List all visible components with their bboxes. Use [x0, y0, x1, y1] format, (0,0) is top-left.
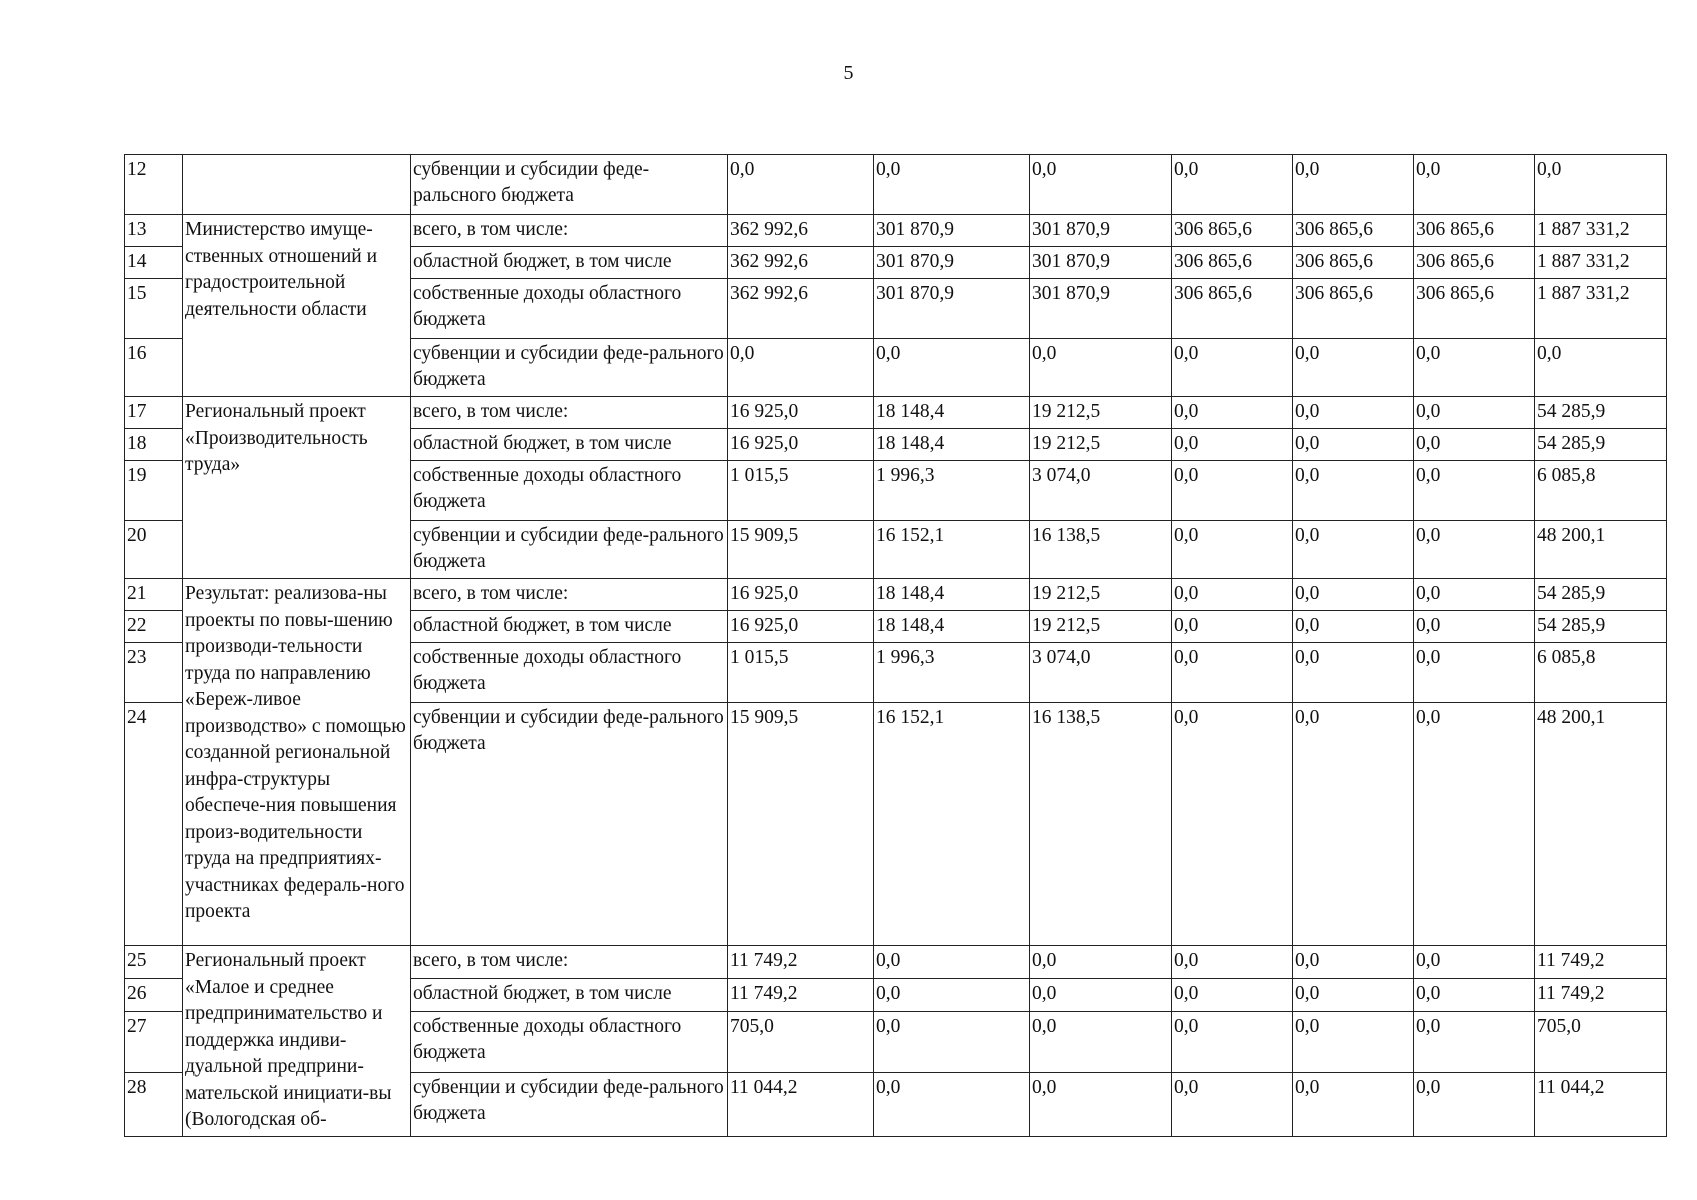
value-cell: 0,0	[1293, 429, 1414, 461]
funding-source: субвенции и субсидии феде-рального бюджета	[411, 521, 728, 579]
value-cell: 0,0	[728, 155, 874, 215]
value-cell: 306 865,6	[1293, 279, 1414, 339]
funding-source: собственные доходы областного бюджета	[411, 1011, 728, 1072]
value-cell: 1 887 331,2	[1535, 215, 1667, 247]
funding-source: всего, в том числе:	[411, 579, 728, 611]
value-cell: 0,0	[1293, 978, 1414, 1011]
value-cell: 0,0	[1172, 579, 1293, 611]
group-name: Министерство имуще-ственных отношений и градостроительной деятельности области	[183, 215, 411, 397]
value-cell: 0,0	[1414, 579, 1535, 611]
value-cell: 16 925,0	[728, 429, 874, 461]
value-cell: 1 887 331,2	[1535, 279, 1667, 339]
value-cell: 0,0	[1414, 155, 1535, 215]
value-cell: 11 749,2	[1535, 946, 1667, 979]
value-cell: 0,0	[874, 339, 1030, 397]
value-cell: 16 152,1	[874, 703, 1030, 946]
value-cell: 19 212,5	[1030, 611, 1172, 643]
group-name: Региональный проект «Малое и среднее предпринимательство и поддержка индиви-дуальной предприни-мательской инициати-вы (Вологодская об-	[183, 946, 411, 1137]
value-cell: 705,0	[728, 1011, 874, 1072]
funding-source: субвенции и субсидии феде-ральcного бюджета	[411, 155, 728, 215]
value-cell: 54 285,9	[1535, 579, 1667, 611]
value-cell: 16 152,1	[874, 521, 1030, 579]
row-number: 18	[125, 429, 183, 461]
value-cell: 0,0	[1030, 339, 1172, 397]
value-cell: 0,0	[1535, 339, 1667, 397]
funding-source: областной бюджет, в том числе	[411, 247, 728, 279]
row-number: 27	[125, 1011, 183, 1072]
value-cell: 301 870,9	[874, 215, 1030, 247]
value-cell: 0,0	[1414, 429, 1535, 461]
value-cell: 0,0	[874, 946, 1030, 979]
value-cell: 1 887 331,2	[1535, 247, 1667, 279]
value-cell: 0,0	[874, 1011, 1030, 1072]
value-cell: 0,0	[1414, 521, 1535, 579]
value-cell: 18 148,4	[874, 579, 1030, 611]
value-cell: 0,0	[1293, 461, 1414, 521]
value-cell: 15 909,5	[728, 521, 874, 579]
value-cell: 0,0	[1172, 703, 1293, 946]
value-cell: 301 870,9	[874, 279, 1030, 339]
value-cell: 0,0	[1172, 978, 1293, 1011]
funding-source: собственные доходы областного бюджета	[411, 279, 728, 339]
value-cell: 3 074,0	[1030, 643, 1172, 703]
value-cell: 0,0	[1414, 461, 1535, 521]
table-row	[125, 579, 1667, 611]
value-cell: 0,0	[1414, 611, 1535, 643]
value-cell: 0,0	[1172, 1011, 1293, 1072]
value-cell: 0,0	[1172, 397, 1293, 429]
value-cell: 301 870,9	[1030, 279, 1172, 339]
value-cell: 0,0	[1293, 1072, 1414, 1136]
value-cell: 705,0	[1535, 1011, 1667, 1072]
value-cell: 0,0	[1414, 397, 1535, 429]
value-cell: 0,0	[874, 1072, 1030, 1136]
value-cell: 11 044,2	[1535, 1072, 1667, 1136]
value-cell: 306 865,6	[1293, 247, 1414, 279]
value-cell: 1 996,3	[874, 461, 1030, 521]
value-cell: 0,0	[1030, 978, 1172, 1011]
value-cell: 16 925,0	[728, 579, 874, 611]
funding-source: субвенции и субсидии феде-рального бюджета	[411, 339, 728, 397]
value-cell: 18 148,4	[874, 611, 1030, 643]
value-cell: 0,0	[1293, 643, 1414, 703]
row-number: 14	[125, 247, 183, 279]
funding-source: собственные доходы областного бюджета	[411, 643, 728, 703]
value-cell: 3 074,0	[1030, 461, 1172, 521]
value-cell: 0,0	[1293, 611, 1414, 643]
value-cell: 306 865,6	[1172, 279, 1293, 339]
value-cell: 301 870,9	[1030, 215, 1172, 247]
value-cell: 0,0	[874, 978, 1030, 1011]
value-cell: 0,0	[1293, 155, 1414, 215]
value-cell: 306 865,6	[1414, 247, 1535, 279]
value-cell: 0,0	[1293, 521, 1414, 579]
value-cell: 306 865,6	[1414, 279, 1535, 339]
value-cell: 48 200,1	[1535, 703, 1667, 946]
value-cell: 306 865,6	[1293, 215, 1414, 247]
table-row	[125, 946, 1667, 979]
value-cell: 1 996,3	[874, 643, 1030, 703]
value-cell: 362 992,6	[728, 247, 874, 279]
value-cell: 19 212,5	[1030, 429, 1172, 461]
row-number: 19	[125, 461, 183, 521]
value-cell: 11 044,2	[728, 1072, 874, 1136]
row-number: 13	[125, 215, 183, 247]
row-number: 21	[125, 579, 183, 611]
value-cell: 18 148,4	[874, 429, 1030, 461]
table-row	[125, 215, 1667, 247]
row-number: 16	[125, 339, 183, 397]
value-cell: 16 138,5	[1030, 521, 1172, 579]
value-cell: 0,0	[1535, 155, 1667, 215]
value-cell: 0,0	[1172, 521, 1293, 579]
value-cell: 1 015,5	[728, 643, 874, 703]
value-cell: 0,0	[1172, 461, 1293, 521]
row-number: 23	[125, 643, 183, 703]
funding-source: субвенции и субсидии феде-рального бюджета	[411, 1072, 728, 1136]
value-cell: 6 085,8	[1535, 643, 1667, 703]
value-cell: 0,0	[1030, 946, 1172, 979]
value-cell: 16 925,0	[728, 611, 874, 643]
value-cell: 54 285,9	[1535, 429, 1667, 461]
group-name: Региональный проект «Производительность труда»	[183, 397, 411, 579]
value-cell: 301 870,9	[1030, 247, 1172, 279]
row-number: 15	[125, 279, 183, 339]
value-cell: 11 749,2	[1535, 978, 1667, 1011]
value-cell: 18 148,4	[874, 397, 1030, 429]
table-body	[125, 155, 1667, 1137]
value-cell: 19 212,5	[1030, 579, 1172, 611]
value-cell: 0,0	[1293, 1011, 1414, 1072]
value-cell: 16 138,5	[1030, 703, 1172, 946]
value-cell: 15 909,5	[728, 703, 874, 946]
value-cell: 0,0	[1293, 339, 1414, 397]
value-cell: 0,0	[1293, 703, 1414, 946]
value-cell: 0,0	[1293, 579, 1414, 611]
value-cell: 48 200,1	[1535, 521, 1667, 579]
row-number: 25	[125, 946, 183, 979]
funding-source: субвенции и субсидии феде-рального бюджета	[411, 703, 728, 946]
value-cell: 0,0	[874, 155, 1030, 215]
value-cell: 0,0	[1414, 1072, 1535, 1136]
value-cell: 0,0	[1172, 946, 1293, 979]
table-row	[125, 155, 1667, 215]
value-cell: 54 285,9	[1535, 611, 1667, 643]
table-row	[125, 397, 1667, 429]
value-cell: 306 865,6	[1172, 215, 1293, 247]
value-cell: 6 085,8	[1535, 461, 1667, 521]
value-cell: 301 870,9	[874, 247, 1030, 279]
funding-source: всего, в том числе:	[411, 946, 728, 979]
value-cell: 0,0	[1030, 1072, 1172, 1136]
group-name	[183, 155, 411, 215]
funding-source: областной бюджет, в том числе	[411, 978, 728, 1011]
value-cell: 306 865,6	[1172, 247, 1293, 279]
funding-source: собственные доходы областного бюджета	[411, 461, 728, 521]
value-cell: 0,0	[1172, 339, 1293, 397]
row-number: 17	[125, 397, 183, 429]
value-cell: 0,0	[1414, 978, 1535, 1011]
value-cell: 0,0	[1172, 1072, 1293, 1136]
row-number: 28	[125, 1072, 183, 1136]
value-cell: 0,0	[1293, 397, 1414, 429]
value-cell: 362 992,6	[728, 279, 874, 339]
row-number: 22	[125, 611, 183, 643]
value-cell: 0,0	[1414, 703, 1535, 946]
value-cell: 362 992,6	[728, 215, 874, 247]
value-cell: 0,0	[1172, 429, 1293, 461]
value-cell: 11 749,2	[728, 946, 874, 979]
row-number: 26	[125, 978, 183, 1011]
value-cell: 0,0	[1414, 946, 1535, 979]
row-number: 12	[125, 155, 183, 215]
funding-source: всего, в том числе:	[411, 215, 728, 247]
page-number: 5	[843, 62, 854, 84]
value-cell: 54 285,9	[1535, 397, 1667, 429]
row-number: 20	[125, 521, 183, 579]
funding-source: областной бюджет, в том числе	[411, 429, 728, 461]
value-cell: 0,0	[1030, 1011, 1172, 1072]
value-cell: 11 749,2	[728, 978, 874, 1011]
value-cell: 0,0	[1030, 155, 1172, 215]
row-number: 24	[125, 703, 183, 946]
funding-source: областной бюджет, в том числе	[411, 611, 728, 643]
value-cell: 0,0	[1172, 155, 1293, 215]
budget-table	[124, 154, 1667, 1137]
value-cell: 306 865,6	[1414, 215, 1535, 247]
value-cell: 1 015,5	[728, 461, 874, 521]
value-cell: 0,0	[1293, 946, 1414, 979]
value-cell: 0,0	[728, 339, 874, 397]
group-name: Результат: реализова-ны проекты по повы-шению производи-тельности труда по направлению «Береж-ливое производство» с помощью созданной региональной инфра-структуры обеспече-ния повышения произ-водительности труда на предприятиях-участниках федераль-ного проекта	[183, 579, 411, 946]
funding-source: всего, в том числе:	[411, 397, 728, 429]
value-cell: 19 212,5	[1030, 397, 1172, 429]
value-cell: 0,0	[1414, 339, 1535, 397]
value-cell: 0,0	[1172, 611, 1293, 643]
value-cell: 16 925,0	[728, 397, 874, 429]
value-cell: 0,0	[1414, 643, 1535, 703]
value-cell: 0,0	[1172, 643, 1293, 703]
value-cell: 0,0	[1414, 1011, 1535, 1072]
